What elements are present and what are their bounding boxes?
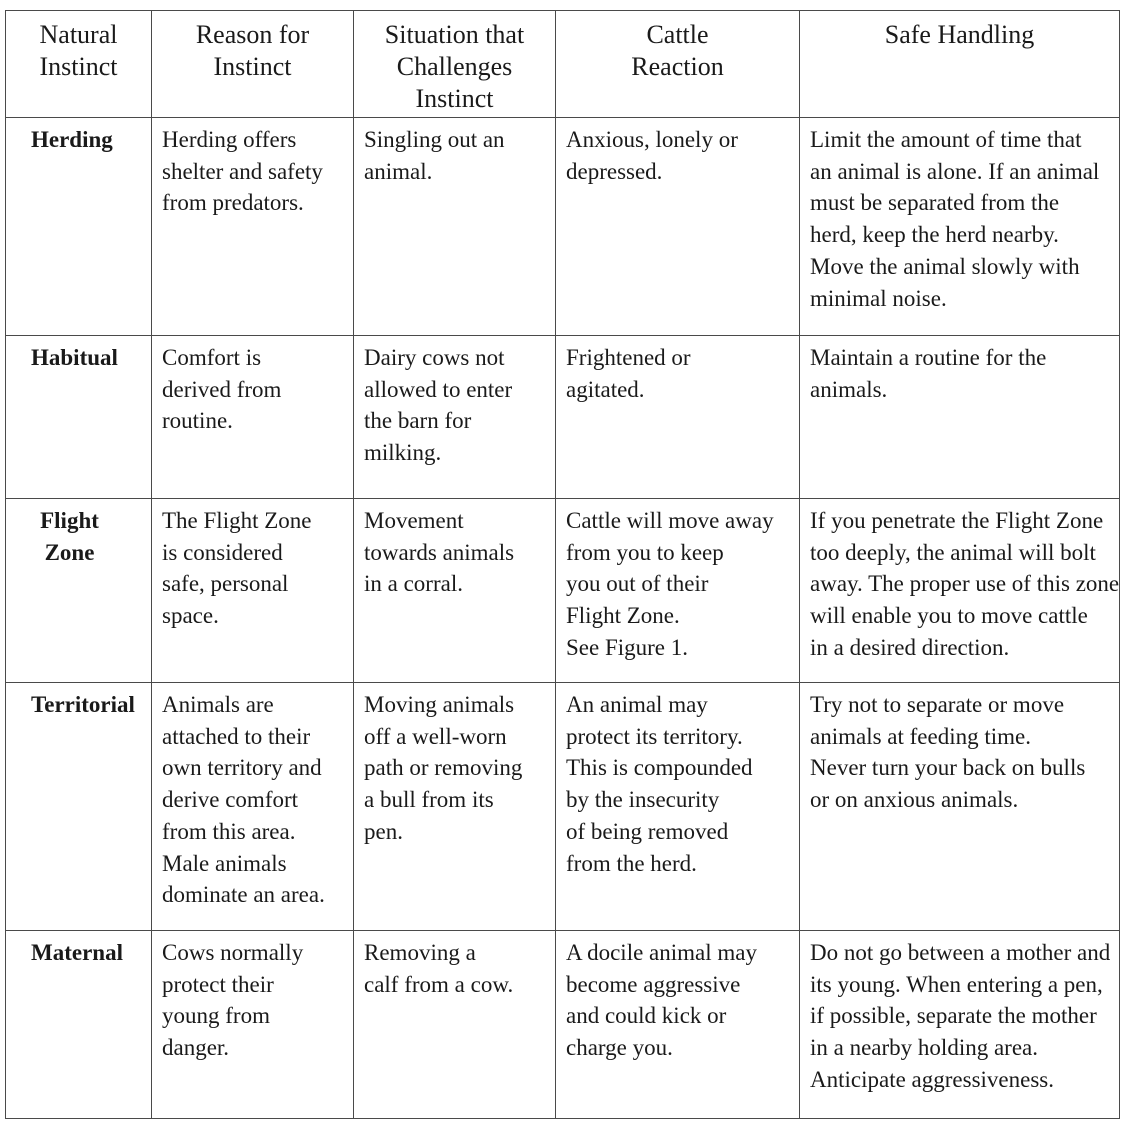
row-instinct-cell: Flight Zone (6, 499, 152, 683)
header-cattle-reaction: Cattle Reaction (556, 11, 800, 118)
situation-cell: Singling out an animal. (354, 118, 556, 336)
row-instinct-cell: Herding (6, 118, 152, 336)
handling-cell: If you penetrate the Flight Zone too deeply, the animal will bolt away. The proper use of this zone will enable you to move cattle in a desired direction. (800, 499, 1120, 683)
situation-cell: Removing a calf from a cow. (354, 931, 556, 1119)
header-row (6, 11, 1120, 118)
row-instinct-cell: Habitual (6, 336, 152, 499)
reaction-cell: Frightened or agitated. (556, 336, 800, 499)
header-natural-instinct: Natural Instinct (6, 11, 152, 118)
handling-cell: Limit the amount of time that an animal is alone. If an animal must be separated from the herd, keep the herd nearby. Move the animal slowly with minimal noise. (800, 118, 1120, 336)
reason-cell: Animals are attached to their own territory and derive comfort from this area. Male animals dominate an area. (152, 683, 354, 931)
row-instinct-cell: Maternal (6, 931, 152, 1119)
reaction-cell: Cattle will move away from you to keep you out of their Flight Zone. See Figure 1. (556, 499, 800, 683)
reaction-cell: An animal may protect its territory. This is compounded by the insecurity of being removed from the herd. (556, 683, 800, 931)
table-row (6, 499, 1120, 683)
header-reason-for-instinct: Reason for Instinct (152, 11, 354, 118)
row-instinct-cell: Territorial (6, 683, 152, 931)
handling-cell: Maintain a routine for the animals. (800, 336, 1120, 499)
reason-cell: Cows normally protect their young from danger. (152, 931, 354, 1119)
situation-cell: Dairy cows not allowed to enter the barn for milking. (354, 336, 556, 499)
reaction-cell: Anxious, lonely or depressed. (556, 118, 800, 336)
table-row (6, 336, 1120, 499)
reason-cell: Comfort is derived from routine. (152, 336, 354, 499)
table-row (6, 683, 1120, 931)
table-row (6, 931, 1120, 1119)
reason-cell: Herding offers shelter and safety from predators. (152, 118, 354, 336)
reaction-cell: A docile animal may become aggressive and could kick or charge you. (556, 931, 800, 1119)
handling-cell: Try not to separate or move animals at feeding time. Never turn your back on bulls or on anxious animals. (800, 683, 1120, 931)
cattle-instincts-table (5, 10, 1120, 1119)
reason-cell: The Flight Zone is considered safe, personal space. (152, 499, 354, 683)
handling-cell: Do not go between a mother and its young. When entering a pen, if possible, separate the mother in a nearby holding area. Anticipate aggressiveness. (800, 931, 1120, 1119)
situation-cell: Movement towards animals in a corral. (354, 499, 556, 683)
table-row (6, 118, 1120, 336)
situation-cell: Moving animals off a well-worn path or removing a bull from its pen. (354, 683, 556, 931)
header-safe-handling: Safe Handling (800, 11, 1120, 118)
header-situation-challenges: Situation that Challenges Instinct (354, 11, 556, 118)
